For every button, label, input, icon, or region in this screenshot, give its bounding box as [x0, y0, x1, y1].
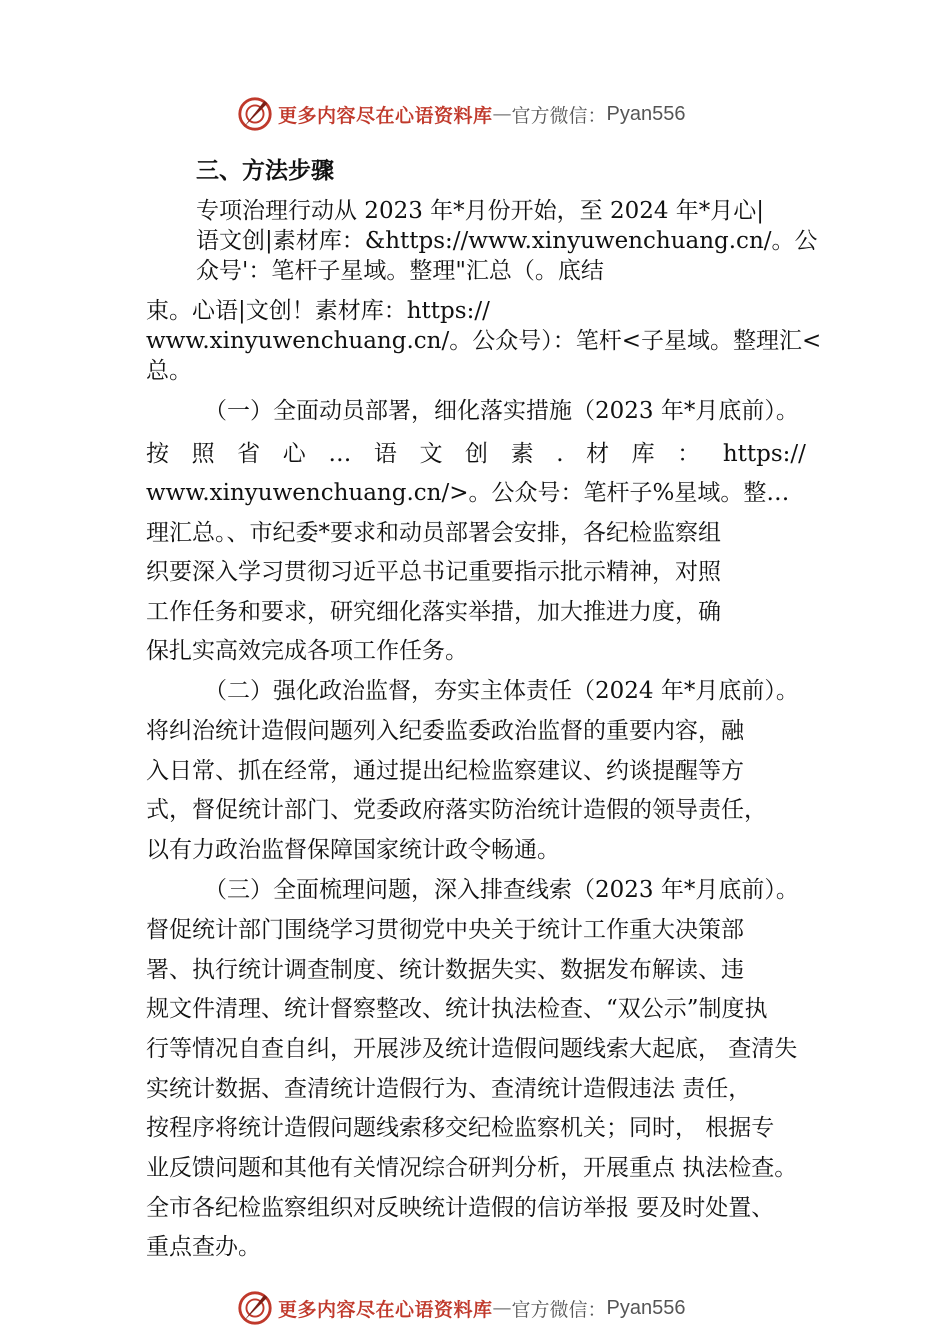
banner-dash: —	[492, 1297, 512, 1319]
banner-main-text: 更多内容尽在心语资料库	[278, 1298, 493, 1321]
spread-char: ：	[677, 441, 701, 467]
spread-char: 文	[419, 441, 443, 467]
spread-char: …	[328, 441, 352, 467]
banner-main-text: 更多内容尽在心语资料库	[278, 104, 493, 127]
banner-sub-text: 官方微信：	[511, 1298, 607, 1321]
text-line: 规文件清理、统计督察整改、统计执法检查、“双公示”制度执	[146, 996, 768, 1022]
text-line: www.xinyuwenchuang.cn/>。公众号：笔杆子%星域。整…	[146, 480, 790, 506]
text-line: 总。	[146, 358, 192, 384]
spread-char: 省	[237, 441, 261, 467]
text-line: 保扎实高效完成各项工作任务。	[146, 638, 468, 664]
spread-char: 按	[146, 441, 169, 467]
text-line: 式，督促统计部门、党委政府落实防治统计造假的领导责任，	[146, 797, 767, 823]
spread-char: 素	[510, 441, 534, 467]
spread-char: https://	[722, 441, 806, 467]
text-line: 织要深入学习贯彻习近平总书记重要指示批示精神，对照	[146, 559, 721, 585]
text-line: 众号'：笔杆子星域。整理"汇总（。底结	[196, 258, 604, 284]
spread-char: 语	[373, 441, 397, 467]
subsection-heading-1: （一）全面动员部署，细化落实措施（2023 年*月底前）。	[204, 398, 799, 424]
banner-wechat-id: Pyan556	[606, 1296, 686, 1319]
section-heading: 三、方法步骤	[196, 158, 334, 184]
text-line: 理汇总。、市纪委*要求和动员部署会安排，各纪检监察组	[146, 520, 721, 546]
banner-wechat-id: Pyan556	[606, 102, 686, 125]
subsection-heading-3: （三）全面梳理问题，深入排查线索（2023 年*月底前）。	[204, 877, 799, 903]
spread-char: 材	[586, 441, 610, 467]
text-line: 署、执行统计调查制度、统计数据失实、数据发布解读、违	[146, 957, 744, 983]
banner-dash: —	[492, 103, 512, 125]
text-line: 工作任务和要求，研究细化落实举措，加大推进力度，确	[146, 599, 721, 625]
text-line: 将纠治统计造假问题列入纪委监委政治监督的重要内容，融	[146, 718, 744, 744]
spread-char: 创	[465, 441, 489, 467]
spread-char: 照	[191, 441, 215, 467]
text-line: 按程序将统计造假问题线索移交纪检监察机关；同时， 根据专	[146, 1115, 775, 1141]
banner-sub-text: 官方微信：	[511, 104, 607, 127]
text-line: 语文创|素材库：&https://www.xinyuwenchuang.cn/。公	[196, 228, 818, 254]
text-line: 行等情况自查自纠，开展涉及统计造假问题线索大起底， 查清失	[146, 1036, 798, 1062]
text-line: 业反馈问题和其他有关情况综合研判分析，开展重点 执法检查。	[146, 1155, 798, 1181]
text-line: 束。心语|文创！素材库：https://	[146, 298, 490, 324]
text-line-spread	[146, 439, 806, 469]
spread-char: 库	[631, 441, 655, 467]
text-line: 全市各纪检监察组织对反映统计造假的信访举报 要及时处置、	[146, 1195, 775, 1221]
text-line: 以有力政治监督保障国家统计政令畅通。	[146, 837, 560, 863]
text-line: www.xinyuwenchuang.cn/。公众号）：笔杆<子星域。整理汇<	[146, 328, 822, 354]
text-line: 入日常、抓在经常，通过提出纪检监察建议、约谈提醒等方	[146, 758, 744, 784]
text-line: 重点查办。	[146, 1234, 261, 1260]
subsection-heading-2: （二）强化政治监督，夯实主体责任（2024 年*月底前）。	[204, 678, 799, 704]
text-line: 督促统计部门围绕学习贯彻党中央关于统计工作重大决策部	[146, 917, 744, 943]
quill-circle-logo-icon	[236, 1289, 274, 1327]
spread-char: .	[556, 441, 564, 467]
footer-watermark-banner	[236, 1288, 836, 1328]
text-line: 实统计数据、查清统计造假行为、查清统计造假违法 责任，	[146, 1076, 752, 1102]
header-watermark-banner	[236, 94, 836, 134]
text-line: 专项治理行动从 2023 年*月份开始，至 2024 年*月心|	[196, 198, 765, 224]
quill-circle-logo-icon	[236, 95, 274, 133]
spread-char: 心	[282, 441, 306, 467]
